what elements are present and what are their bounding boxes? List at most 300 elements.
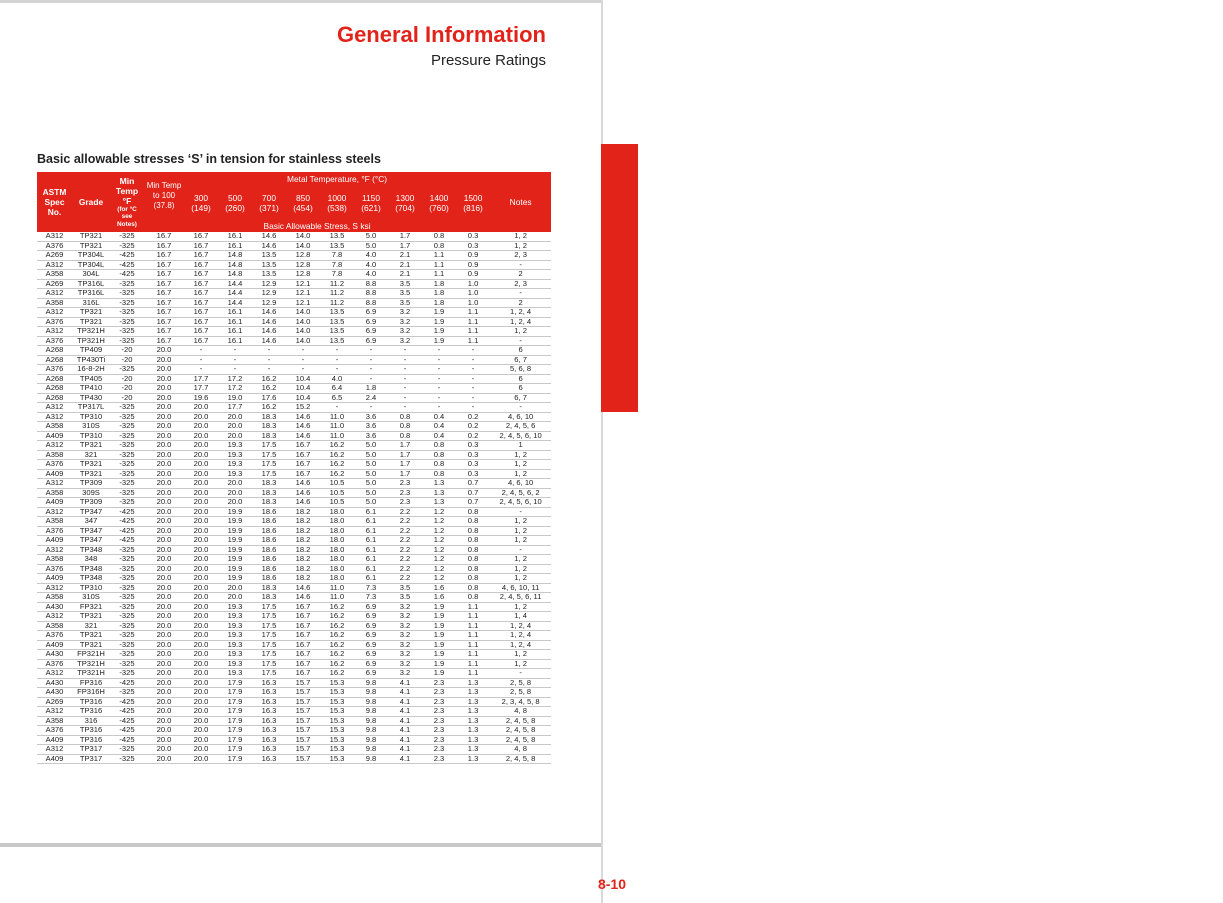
table-cell: A312 [45, 706, 64, 715]
table-cell: A430 [45, 687, 64, 696]
table-cell: 1.1 [433, 269, 445, 278]
table-cell: 20.0 [156, 753, 172, 763]
table-cell: 15.2 [295, 402, 311, 411]
table-cell: 20.0 [156, 506, 172, 516]
table-cell: 20.0 [156, 459, 172, 468]
table-cell: A312 [45, 440, 64, 449]
table-cell: 1.9 [433, 668, 445, 677]
table-cell: - [519, 288, 522, 297]
table-cell: 16.7 [156, 278, 172, 288]
table-cell: 2, 5, 8 [510, 677, 532, 687]
table-cell: 14.0 [295, 335, 311, 345]
table-cell: 16.7 [193, 316, 209, 326]
table-cell: -325 [119, 601, 135, 611]
table-cell: 1.3 [467, 696, 479, 706]
table-cell: - [199, 364, 203, 373]
table-cell: 18.0 [329, 554, 345, 563]
table-cell: 0.8 [467, 582, 479, 592]
header-min-temp-line: Temp [115, 185, 139, 196]
table-row [37, 593, 551, 603]
right-margin [601, 0, 638, 903]
table-cell: A376 [45, 459, 64, 468]
table-cell: A376 [45, 630, 64, 639]
table-cell: 1.2 [433, 525, 445, 535]
table-cell: 6.1 [365, 506, 377, 516]
table-cell: 6.9 [365, 601, 377, 611]
table-cell: 14.6 [261, 240, 277, 250]
table-cell: 15.3 [329, 696, 345, 706]
table-cell: 11.0 [329, 430, 345, 440]
table-cell: 4, 8 [514, 706, 527, 715]
table-cell: 3.5 [399, 288, 411, 297]
table-cell: 1.3 [433, 478, 445, 487]
table-cell: 4.1 [399, 744, 411, 753]
table-cell: A269 [45, 250, 64, 259]
table-cell: 20.0 [156, 402, 172, 411]
table-cell: 20.0 [193, 639, 209, 649]
table-cell: 16.3 [261, 706, 277, 715]
table-cell: 17.7 [227, 402, 243, 411]
table-cell: 10.4 [295, 383, 311, 392]
table-cell: 14.4 [227, 297, 243, 307]
table-cell: 3.5 [399, 297, 411, 307]
table-cell: TP321H [77, 658, 105, 668]
header-temp-value: (454) [293, 202, 313, 213]
table-cell: 2.2 [399, 554, 411, 563]
table-cell: -425 [119, 696, 135, 706]
header-temp-value: (538) [327, 202, 347, 213]
table-cell: 2.2 [399, 544, 411, 554]
table-cell: 1.1 [433, 250, 445, 259]
table-cell: 17.9 [227, 725, 243, 734]
table-cell: A268 [45, 345, 64, 354]
table-cell: 12.8 [295, 269, 311, 278]
table-cell: TP304L [77, 250, 105, 259]
table-cell: 18.3 [261, 487, 277, 497]
table-cell: 304L [82, 269, 100, 278]
table-cell: 0.8 [467, 535, 479, 544]
table-cell: TP348 [79, 563, 103, 573]
table-cell: - [437, 345, 441, 354]
right-margin-line [601, 0, 603, 903]
table-cell: 18.2 [295, 573, 311, 582]
table-cell: 310S [82, 421, 100, 430]
table-cell: 18.6 [261, 506, 277, 516]
table-cell: A358 [45, 421, 64, 430]
table-cell: 1, 2 [514, 554, 527, 563]
table-cell: 20.0 [156, 592, 172, 601]
table-row [37, 479, 551, 489]
table-row [37, 384, 551, 394]
table-cell: 16.7 [156, 326, 172, 335]
table-cell: 1.3 [467, 706, 479, 715]
table-cell: A269 [45, 696, 64, 706]
table-cell: 20.0 [156, 421, 172, 430]
table-cell: 20.0 [193, 658, 209, 668]
table-cell: 16.3 [261, 725, 277, 734]
table-row [37, 327, 551, 337]
table-row [37, 422, 551, 432]
table-cell: A358 [45, 449, 64, 459]
table-cell: 2.1 [399, 269, 411, 278]
table-cell: 17.5 [261, 449, 277, 459]
table-cell: 20.0 [193, 487, 209, 497]
table-cell: 2.1 [399, 250, 411, 259]
table-row [37, 574, 551, 584]
table-cell: 0.2 [467, 421, 479, 430]
table-cell: - [403, 392, 407, 402]
table-cell: A409 [45, 753, 64, 763]
table-cell: 19.9 [227, 544, 243, 554]
table-cell: 0.8 [433, 449, 445, 459]
table-cell: 16.7 [156, 269, 172, 278]
table-cell: 0.8 [433, 459, 445, 468]
table-cell: 11.2 [329, 288, 345, 297]
table-cell: TP347 [79, 506, 103, 516]
table-cell: 0.7 [467, 497, 479, 506]
table-cell: 1, 2 [514, 525, 527, 535]
table-cell: 17.5 [261, 468, 277, 478]
table-cell: -425 [119, 506, 135, 516]
table-cell: 16.7 [295, 630, 311, 639]
table-cell: TP316 [79, 725, 103, 734]
table-cell: 6.9 [365, 668, 377, 677]
table-cell: - [267, 345, 271, 354]
table-cell: 19.9 [227, 506, 243, 516]
table-cell: - [519, 506, 522, 516]
table-cell: -325 [119, 639, 135, 649]
table-cell: A376 [45, 364, 64, 373]
table-cell: 20.0 [156, 468, 172, 478]
table-cell: 18.2 [295, 516, 311, 525]
table-cell: 20.0 [193, 715, 209, 725]
table-cell: 6.9 [365, 658, 377, 668]
table-cell: 1.7 [399, 449, 411, 459]
table-cell: -325 [119, 554, 135, 563]
table-cell: A376 [45, 658, 64, 668]
table-cell: 1.8 [365, 383, 377, 392]
table-cell: A376 [45, 316, 64, 326]
table-cell: TP321 [79, 316, 103, 326]
table-cell: TP317 [79, 744, 103, 753]
table-cell: 19.6 [193, 392, 209, 402]
table-cell: 18.0 [329, 506, 345, 516]
table-cell: 12.1 [295, 297, 311, 307]
table-cell: 20.0 [156, 715, 172, 725]
table-cell: - [233, 354, 237, 364]
table-cell: 18.0 [329, 525, 345, 535]
table-cell: - [267, 354, 271, 364]
header-temp-1300 [388, 186, 422, 219]
table-row [37, 308, 551, 318]
table-cell: 5.0 [365, 440, 377, 449]
table-cell: 16.7 [156, 240, 172, 250]
table-cell: TP405 [79, 373, 103, 383]
table-cell: A409 [45, 639, 64, 649]
table-cell: - [267, 364, 271, 373]
table-cell: 16.1 [227, 307, 243, 316]
table-cell: 17.5 [261, 630, 277, 639]
table-cell: 15.7 [295, 687, 311, 696]
table-cell: - [519, 544, 522, 554]
table-row [37, 754, 551, 764]
table-cell: 4, 6, 10 [507, 478, 534, 487]
table-cell: 1, 2 [514, 326, 527, 335]
table-cell: 12.8 [295, 250, 311, 259]
table-cell: 14.6 [261, 326, 277, 335]
table-cell: -425 [119, 525, 135, 535]
table-cell: 18.3 [261, 497, 277, 506]
table-cell: 1.1 [467, 601, 479, 611]
table-cell: 6.9 [365, 335, 377, 345]
table-cell: 6.9 [365, 307, 377, 316]
table-cell: 1, 2 [514, 240, 527, 250]
table-cell: 20.0 [156, 601, 172, 611]
table-cell: A358 [45, 487, 64, 497]
table-cell: 1.2 [433, 516, 445, 525]
table-row [37, 517, 551, 527]
table-cell: TP321 [79, 639, 103, 649]
table-cell: TP321 [79, 468, 103, 478]
table-cell: 4.1 [399, 715, 411, 725]
table-cell: 1, 2, 4 [510, 307, 532, 316]
table-cell: 20.0 [156, 383, 172, 392]
table-cell: 17.5 [261, 649, 277, 658]
table-cell: 20.0 [156, 706, 172, 715]
table-cell: TP409 [79, 345, 103, 354]
table-cell: A269 [45, 278, 64, 288]
table-cell: 13.5 [329, 326, 345, 335]
table-cell: 1.1 [467, 307, 479, 316]
table-cell: -325 [119, 582, 135, 592]
table-cell: 1.1 [467, 326, 479, 335]
table-cell: 2, 4, 5, 6, 10 [499, 497, 542, 506]
table-cell: 1.9 [433, 639, 445, 649]
table-cell: 5, 6, 8 [510, 364, 532, 373]
table-row [37, 669, 551, 679]
table-cell: 15.7 [295, 715, 311, 725]
table-cell: 1.3 [467, 687, 479, 696]
table-cell: 2, 4, 5, 8 [505, 715, 536, 725]
table-cell: - [301, 354, 305, 364]
table-cell: -425 [119, 269, 135, 278]
table-cell: 2, 3 [514, 278, 527, 288]
table-cell: 5.0 [365, 449, 377, 459]
table-cell: 0.4 [433, 411, 445, 421]
table-cell: 14.6 [295, 430, 311, 440]
table-cell: - [471, 364, 475, 373]
table-cell: A409 [45, 497, 64, 506]
table-cell: 1, 2, 4 [510, 620, 532, 630]
table-cell: 19.3 [227, 668, 243, 677]
table-cell: 19.3 [227, 630, 243, 639]
table-cell: 3.2 [399, 639, 411, 649]
header-min-temp-100-line: (37.8) [153, 200, 175, 210]
section-title: Basic allowable stresses ‘S’ in tension for stainless steels [37, 152, 381, 166]
table-cell: 16.7 [295, 611, 311, 620]
table-cell: - [403, 364, 407, 373]
table-cell: A268 [45, 354, 64, 364]
table-cell: 0.8 [467, 544, 479, 554]
header-min-temp-line: see [121, 213, 133, 221]
table-cell: 1.1 [467, 335, 479, 345]
table-cell: 1.8 [433, 297, 445, 307]
header-astm: ASTM Spec No. [37, 172, 72, 232]
table-cell: 2.3 [433, 687, 445, 696]
table-cell: 17.9 [227, 715, 243, 725]
table-cell: A376 [45, 335, 64, 345]
table-cell: 20.0 [227, 478, 243, 487]
table-cell: 2 [518, 297, 523, 307]
table-cell: 9.8 [365, 744, 377, 753]
table-cell: 6.5 [331, 392, 343, 402]
table-cell: -325 [119, 402, 135, 411]
table-cell: 17.5 [261, 459, 277, 468]
table-cell: 20.0 [193, 734, 209, 744]
table-cell: 1.1 [467, 668, 479, 677]
table-cell: A312 [45, 307, 64, 316]
table-cell: A358 [45, 554, 64, 563]
table-cell: 18.6 [261, 544, 277, 554]
header-temp-value: (816) [463, 202, 483, 213]
table-cell: 14.0 [295, 307, 311, 316]
table-cell: - [335, 402, 339, 411]
table-cell: 20.0 [156, 525, 172, 535]
table-cell: 18.3 [261, 582, 277, 592]
table-cell: 16.7 [295, 459, 311, 468]
table-cell: 12.9 [261, 278, 277, 288]
table-cell: 20.0 [156, 487, 172, 497]
table-cell: TP316L [77, 288, 105, 297]
table-cell: TP316 [79, 734, 103, 744]
table-cell: 13.5 [261, 250, 277, 259]
table-cell: A376 [45, 240, 64, 250]
table-cell: 4, 6, 10 [507, 411, 534, 421]
table-cell: 20.0 [156, 373, 172, 383]
table-cell: - [301, 364, 305, 373]
table-cell: 1.7 [399, 440, 411, 449]
table-cell: 309S [82, 487, 100, 497]
table-cell: - [519, 402, 522, 411]
table-cell: 4.1 [399, 734, 411, 744]
table-cell: A409 [45, 535, 64, 544]
table-cell: 19.9 [227, 554, 243, 563]
table-cell: 4.1 [399, 725, 411, 734]
table-cell: 1.8 [433, 278, 445, 288]
table-cell: 1.3 [467, 753, 479, 763]
table-cell: 0.8 [399, 430, 411, 440]
table-cell: 16.1 [227, 326, 243, 335]
table-cell: 6.9 [365, 620, 377, 630]
header-temp-value: 1400 [429, 192, 449, 203]
table-cell: 3.2 [399, 668, 411, 677]
table-cell: TP310 [79, 582, 103, 592]
table-cell: - [199, 345, 203, 354]
table-cell: 20.0 [193, 601, 209, 611]
table-cell: 1.9 [433, 658, 445, 668]
table-cell: 14.6 [261, 307, 277, 316]
table-cell: 6.1 [365, 573, 377, 582]
table-cell: A312 [45, 231, 64, 240]
table-cell: 1.9 [433, 335, 445, 345]
table-cell: 20.0 [193, 411, 209, 421]
table-cell: 3.2 [399, 307, 411, 316]
table-cell: 6 [518, 383, 523, 392]
table-cell: 1.0 [467, 297, 479, 307]
table-cell: 20.0 [156, 658, 172, 668]
table-cell: 16.2 [329, 649, 345, 658]
table-row [37, 536, 551, 546]
table-cell: 1.7 [399, 459, 411, 468]
table-cell: 16.7 [156, 307, 172, 316]
table-cell: -325 [119, 468, 135, 478]
table-cell: 0.9 [467, 259, 479, 269]
table-cell: 2.3 [433, 734, 445, 744]
table-cell: 13.5 [329, 231, 345, 240]
table-cell: 16.3 [261, 753, 277, 763]
table-cell: - [369, 402, 373, 411]
table-cell: 1.1 [467, 639, 479, 649]
table-cell: 6.9 [365, 326, 377, 335]
table-cell: 17.5 [261, 658, 277, 668]
table-cell: - [369, 364, 373, 373]
table-row [37, 612, 551, 622]
table-cell: 20.0 [156, 544, 172, 554]
header-temp-value: 850 [296, 192, 310, 203]
table-cell: -425 [119, 715, 135, 725]
table-cell: 19.3 [227, 649, 243, 658]
table-cell: 20.0 [193, 696, 209, 706]
table-cell: - [437, 373, 441, 383]
table-cell: 10.5 [329, 487, 345, 497]
table-cell: 17.9 [227, 744, 243, 753]
table-row [37, 726, 551, 736]
table-cell: 16.3 [261, 715, 277, 725]
table-cell: 14.8 [227, 250, 243, 259]
table-cell: 2.2 [399, 573, 411, 582]
table-cell: 2.2 [399, 506, 411, 516]
table-cell: 0.8 [467, 516, 479, 525]
table-cell: 8.8 [365, 288, 377, 297]
table-cell: TP309 [79, 478, 103, 487]
table-cell: 16.2 [261, 402, 277, 411]
table-cell: -325 [119, 297, 135, 307]
table-cell: 3.2 [399, 658, 411, 668]
table-cell: 19.9 [227, 516, 243, 525]
table-cell: 16.7 [295, 649, 311, 658]
table-cell: 20.0 [193, 573, 209, 582]
table-cell: -325 [119, 478, 135, 487]
table-cell: -325 [119, 544, 135, 554]
table-cell: 1.9 [433, 307, 445, 316]
table-cell: 1, 2 [514, 573, 527, 582]
table-cell: - [437, 392, 441, 402]
table-cell: - [369, 373, 373, 383]
table-cell: 19.3 [227, 611, 243, 620]
table-cell: 20.0 [193, 468, 209, 478]
table-cell: 20.0 [156, 677, 172, 687]
table-row [37, 346, 551, 356]
table-cell: 2.2 [399, 525, 411, 535]
table-cell: 20.0 [193, 611, 209, 620]
table-cell: 20.0 [156, 744, 172, 753]
table-row [37, 251, 551, 261]
table-cell: 20.0 [156, 516, 172, 525]
table-cell: - [403, 345, 407, 354]
table-cell: 15.3 [329, 734, 345, 744]
table-body [37, 232, 551, 764]
table-cell: TP347 [79, 535, 103, 544]
